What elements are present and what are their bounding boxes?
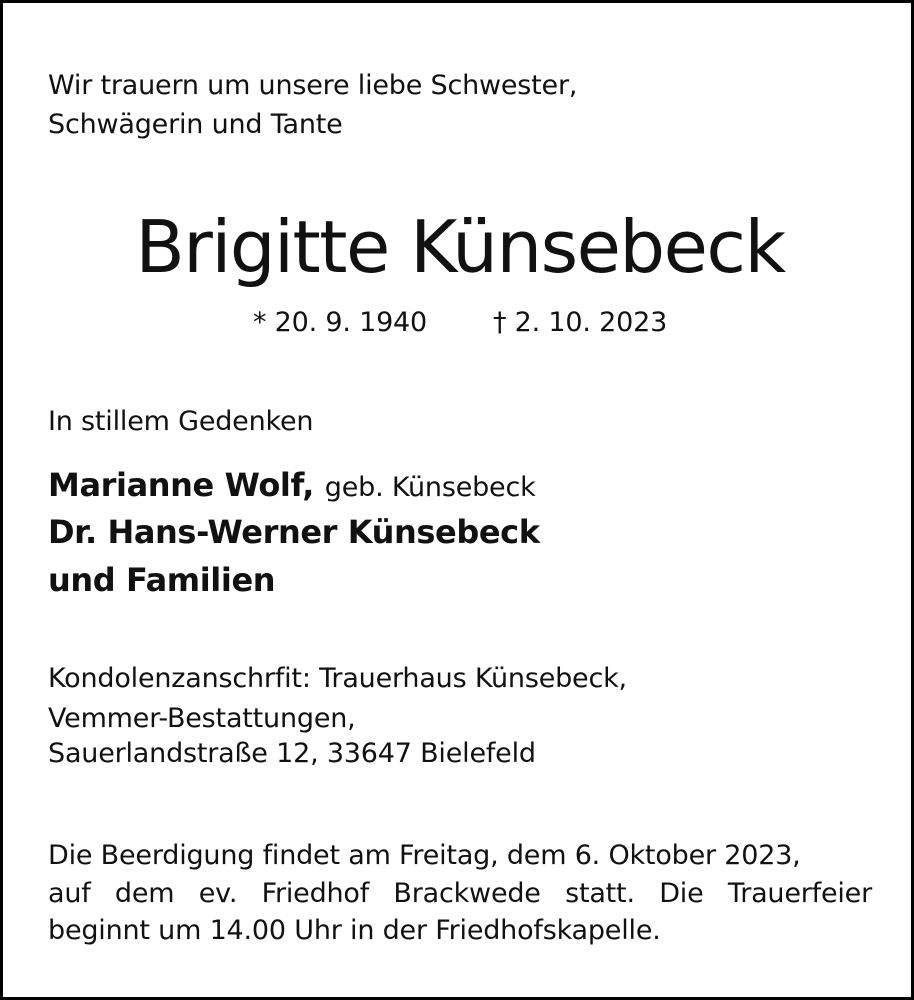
funeral-line-1: Die Beerdigung findet am Freitag, dem 6. Oktober 2023,	[48, 840, 801, 871]
life-dates	[3, 307, 914, 338]
memory-line: In stillem Gedenken	[48, 406, 314, 437]
intro-line-2: Schwägerin und Tante	[48, 109, 343, 140]
deceased-name: Brigitte Künsebeck	[135, 205, 785, 289]
birth-date: * 20. 9. 1940	[252, 307, 427, 338]
mourner-1-suffix: geb. Künsebeck	[324, 472, 536, 503]
funeral-line-3: beginnt um 14.00 Uhr in der Friedhofskapelle.	[48, 915, 661, 946]
mourner-2: Dr. Hans-Werner Künsebeck	[48, 513, 540, 551]
mourner-3: und Familien	[48, 561, 276, 599]
mourner-1	[48, 466, 536, 504]
intro-line-1: Wir trauern um unsere liebe Schwester,	[48, 70, 578, 101]
mourner-1-name: Marianne Wolf	[48, 466, 303, 504]
condolence-line-1: Kondolenzanschrfit: Trauerhaus Künsebeck,	[48, 663, 627, 694]
condolence-line-2: Vemmer-Bestattungen,	[48, 703, 356, 734]
death-date: † 2. 10. 2023	[493, 307, 668, 338]
condolence-line-3: Sauerlandstraße 12, 33647 Bielefeld	[48, 738, 536, 769]
mourner-1-comma: ,	[302, 466, 315, 504]
funeral-line-2: auf dem ev. Friedhof Brackwede statt. Die Trauerfeier	[48, 878, 872, 909]
